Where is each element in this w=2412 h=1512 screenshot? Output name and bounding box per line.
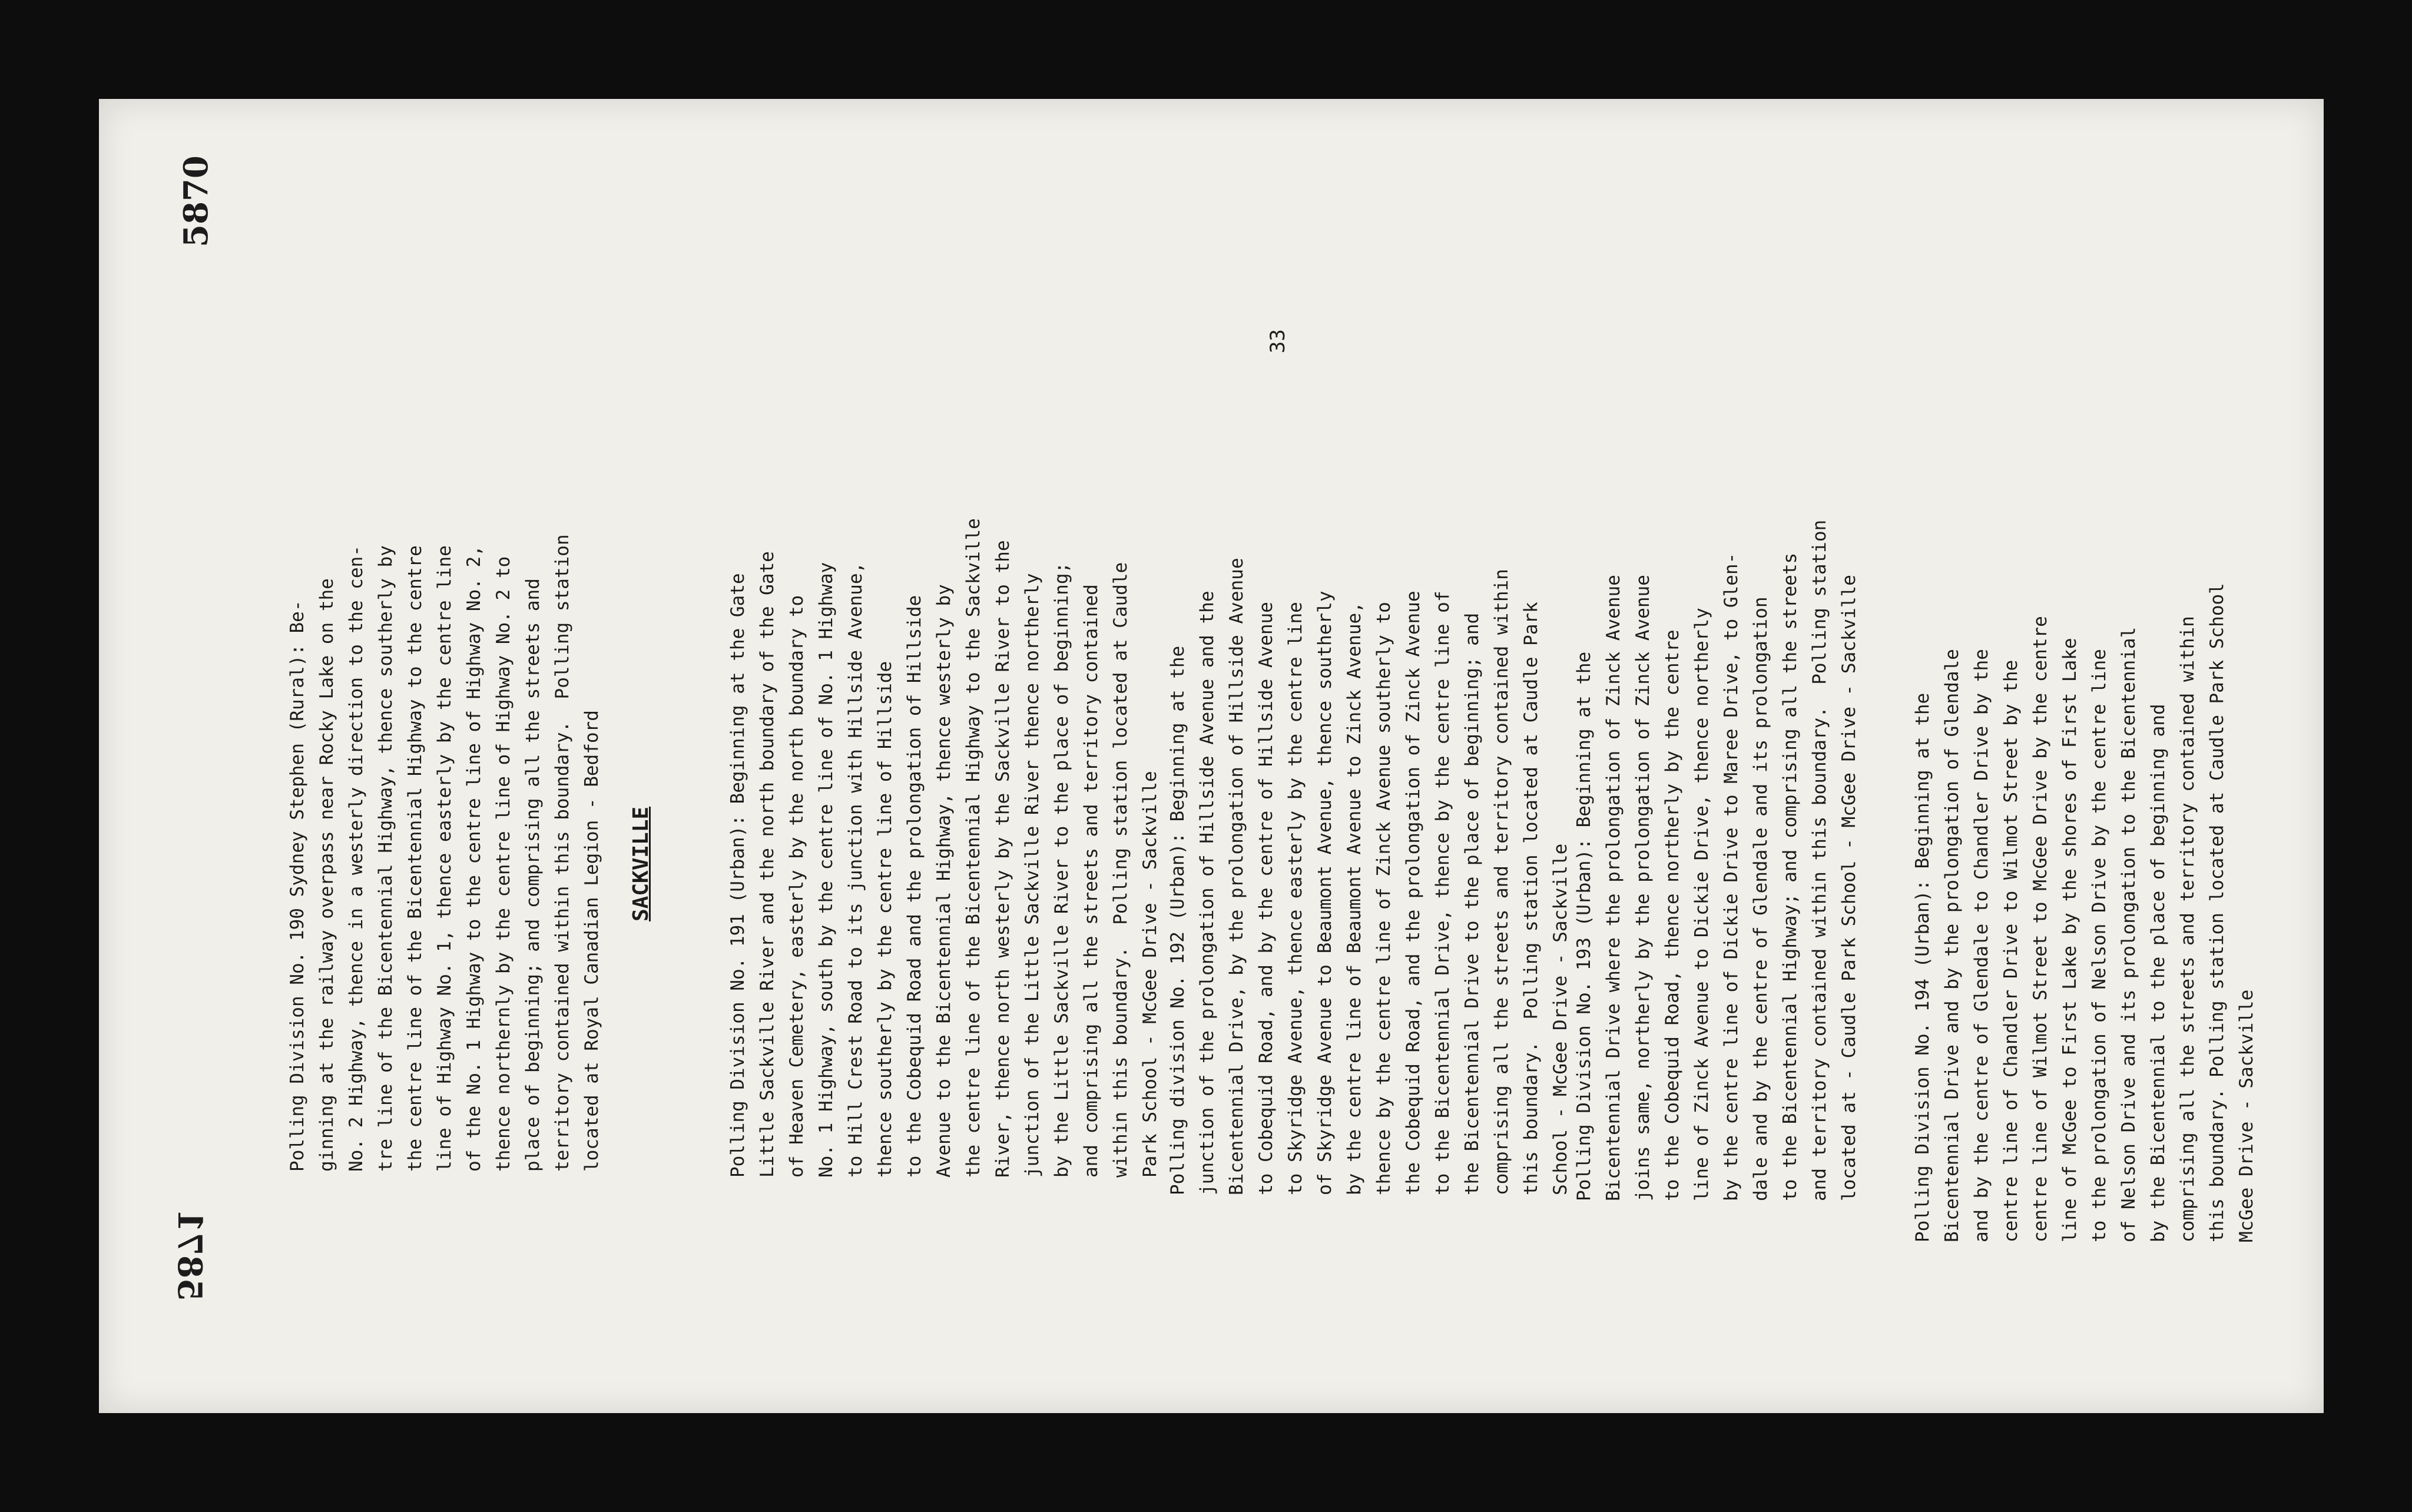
text-line: No. 2 Highway, thence in a westerly direction to the cen- — [346, 545, 367, 1172]
page-number-bottom: 5871 — [170, 1209, 209, 1301]
text-line: by the Little Sackville River to the place of beginning; — [1051, 562, 1072, 1178]
paragraph-division-190 — [283, 535, 607, 1172]
text-line: the Bicentennial Drive to the place of beginning; and — [1462, 612, 1483, 1195]
text-line: River, thence north westerly by the Sackville River to the — [992, 540, 1013, 1178]
text-line: ginning at the railway overpass near Rocky Lake on the — [316, 578, 337, 1172]
inner-page-number: 33 — [1266, 329, 1290, 353]
paragraph-division-194 — [1908, 583, 2261, 1242]
text-line: of Heaven Cemetery, easterly by the north boundary to — [786, 595, 807, 1178]
paragraph-division-192 — [1163, 558, 1575, 1196]
paragraph-division-191 — [723, 518, 1165, 1178]
text-line: and by the centre of Glendale to Chandler Drive by the — [1971, 649, 1992, 1242]
text-line: comprising all the streets and territory contained within — [2177, 616, 2198, 1242]
text-line: Polling Division No. 193 (Urban): Beginning at the — [1573, 651, 1595, 1201]
text-line: the centre line of the Bicentennial Highway to the centre — [405, 545, 426, 1172]
text-line: the centre line of the Bicentennial Highway to the Sackville — [963, 518, 984, 1178]
text-line: thence northernly by the centre line of Highway No. 2 to — [493, 556, 514, 1172]
text-line: located at Royal Canadian Legion - Bedford — [581, 710, 602, 1172]
text-line: Polling division No. 192 (Urban): Beginning at the — [1167, 645, 1188, 1195]
text-line: comprising all the streets and territory contained within — [1491, 569, 1512, 1195]
text-line: centre line of Wilmot Street to McGee Drive by the centre — [2030, 616, 2051, 1242]
text-line: territory contained within this boundary. Polling station — [552, 534, 573, 1172]
text-line: to the prolongation of Nelson Drive by the centre line — [2089, 649, 2110, 1242]
text-line: to Hill Crest Road to its junction with Hillside Avenue, — [845, 562, 866, 1178]
text-line: to the Bicentennial Drive, thence by the centre line of — [1432, 591, 1453, 1195]
section-heading: SACKVILLE — [629, 806, 653, 921]
text-line: line of McGee to First Lake by the shores of First Lake — [2059, 638, 2080, 1242]
text-line: McGee Drive - Sackville — [2236, 989, 2257, 1242]
text-line: located at - Caudle Park School - McGee Drive - Sackville — [1838, 575, 1860, 1201]
text-line: Avenue to the Bicentennial Highway, thence westerly by — [933, 584, 955, 1178]
text-line: and territory contained within this boundary. Polling station — [1809, 519, 1830, 1201]
text-line: tre line of the Bicentennial Highway, thence southerly by — [375, 545, 396, 1172]
text-line: Bicentennial Drive and by the prolongation of Glendale — [1941, 649, 1963, 1242]
text-line: the Cobequid Road, and the prolongation of Zinck Avenue — [1403, 591, 1424, 1195]
text-line: of the No. 1 Highway to the centre line of Highway No. 2, — [463, 545, 485, 1172]
text-line: and comprising all the streets and territory contained — [1081, 584, 1102, 1178]
text-line: Park School - McGee Drive - Sackville — [1139, 771, 1161, 1178]
text-line: junction of the prolongation of Hillside Avenue and the — [1197, 591, 1218, 1195]
text-line: of Skyridge Avenue to Beaumont Avenue, thence southerly — [1314, 591, 1336, 1195]
text-line: by the Bicentennial to the place of beginning and — [2148, 704, 2169, 1242]
text-line: to Skyridge Avenue, thence easterly by the centre line — [1285, 602, 1306, 1195]
text-line: line of Zinck Avenue to Dickie Drive, thence northerly — [1691, 608, 1712, 1201]
text-line: Polling Division No. 190 Sydney Stephen (Rural): Be- — [287, 600, 308, 1172]
text-line: place of beginning; and comprising all the streets and — [522, 578, 544, 1172]
text-line: No. 1 Highway, south by the centre line of No. 1 Highway — [816, 562, 837, 1178]
text-line: thence southerly by the centre line of Hillside — [874, 661, 896, 1178]
page-number-top: 5870 — [177, 155, 216, 247]
text-line: of Nelson Drive and its prolongation to the Bicentennial — [2118, 626, 2139, 1242]
text-line: thence by the centre line of Zinck Avenue southerly to — [1373, 602, 1394, 1195]
text-line: School - McGee Drive - Sackville — [1550, 843, 1571, 1195]
text-line: junction of the Little Sackville River thence northerly — [1022, 573, 1043, 1178]
text-line: Bicentennial Drive, by the prolongation of Hillside Avenue — [1226, 558, 1247, 1195]
text-line: line of Highway No. 1, thence easterly by the centre line — [434, 545, 455, 1172]
text-line: by the centre line of Beaumont Avenue to Zinck Avenue, — [1344, 602, 1365, 1195]
text-line: Polling Division No. 194 (Urban): Beginning at the — [1912, 692, 1933, 1242]
text-line: by the centre line of Dickie Drive to Maree Drive, to Glen- — [1721, 552, 1742, 1201]
text-line: Bicentennial Drive where the prolongation of Zinck Avenue — [1603, 575, 1624, 1201]
text-line: dale and by the centre of Glendale and its prolongation — [1750, 596, 1771, 1201]
text-line: centre line of Chandler Drive to Wilmot Street by the — [2000, 659, 2022, 1242]
text-line: Little Sackville River and the north boundary of the Gate — [757, 551, 778, 1178]
text-line: this boundary. Polling station located at Caudle Park — [1520, 602, 1542, 1195]
text-line: to the Bicentennial Highway; and comprising all the streets — [1780, 552, 1801, 1201]
text-line: this boundary. Polling station located at Caudle Park School — [2206, 583, 2228, 1242]
text-line: within this boundary. Polling station located at Caudle — [1110, 562, 1131, 1178]
text-line: to the Cobequid Road, thence northerly by the centre — [1662, 629, 1683, 1201]
text-line: Polling Division No. 191 (Urban): Beginning at the Gate — [727, 573, 748, 1178]
text-line: to the Cobequid Road and the prolongation of Hillside — [904, 595, 925, 1178]
text-line: joins same, northerly by the prolongation of Zinck Avenue — [1632, 575, 1654, 1201]
text-line: to Cobequid Road, and by the centre of Hillside Avenue — [1255, 602, 1277, 1195]
paragraph-division-193 — [1569, 520, 1864, 1201]
